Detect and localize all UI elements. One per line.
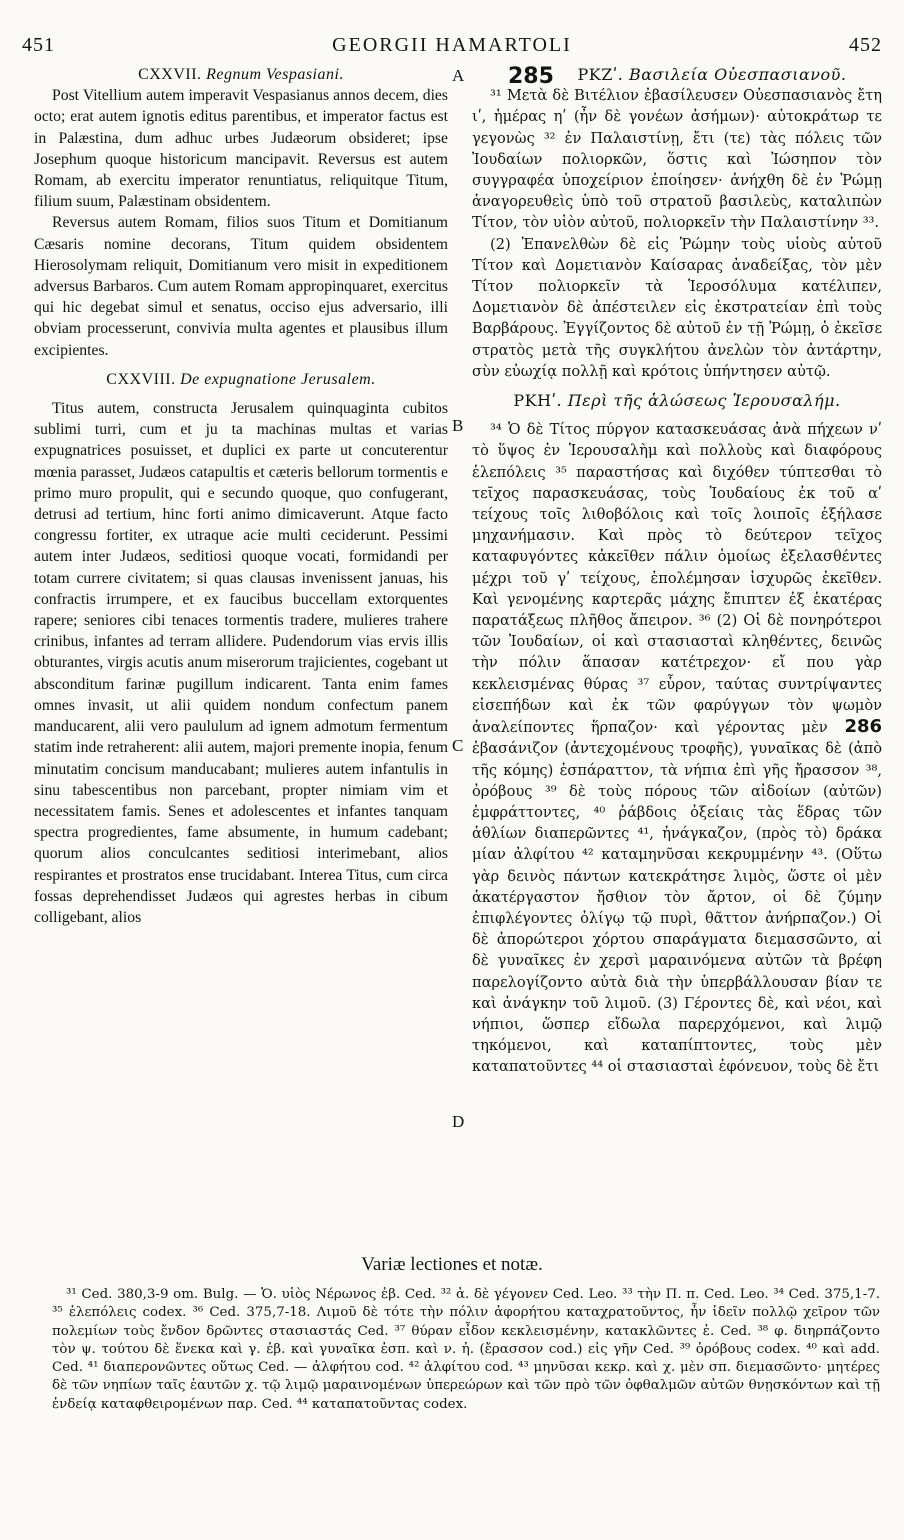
margin-letter-c: C <box>452 736 464 755</box>
latin-chapter-128-heading <box>34 369 448 390</box>
latin-chapter-128-subtitle: De expugnatione Jerusalem. <box>180 370 376 388</box>
greek-column <box>472 64 882 1078</box>
latin-paragraph-1: Post Vitellium autem imperavit Vespasianus annos decem, dies octo; erat autem ignotis editus parentibus, et imperator factus est in Palæstina, dum adhuc urbes Judæorum obsideret; ipse Josephum quoque historicum mancipavit. Reversus est autem Romam, ab exercitu imperator renuntiatus, reliquitque Titum, filium suum, Palæstinam obsidentem. <box>34 87 448 211</box>
variant-notes: ³¹ Ced. 380,3-9 om. Bulg. — Ὁ. υἱὸς Νέρωνος ἐβ. Ced. ³² ἀ. δὲ γέγονεν Ced. Leo. ³³ τὴν Π. π. Ced. Leo. ³⁴ Ced. 375,1-7. ³⁵ ἑλεπόλεις codex. ³⁶ Ced. 375,7-18. Λιμοῦ δὲ τότε τὴν πόλιν ἀφορήτου καταχρατοῦντος, ἦν ἰδεῖν πολλῷ χεῖρον τῶν πολεμίων τοὺς ἔνδον δρῶντες στασιαστάς Ced. ³⁷ θύραν εἶδον κεκλεισμένην, κατακλῶντες ἐ. Ced. ³⁸ φ. διηρπάζοντο τὸν ψ. τούτου δὲ ἕνεκα καὶ γ. ἐβ. καὶ γυναῖκα ἐσπ. καὶ ν. ἠ. (ἔρασσον cod.) εἰς γῆν Ced. ³⁹ ὀρόβους codex. ⁴⁰ καὶ add. Ced. ⁴¹ διαπερονῶντες οὕτως Ced. — ἀλφήτου cod. ⁴² ἀλφίτου cod. ⁴³ μηνῦσαι κεκρ. καὶ χ. μὲν σπ. διεμασῶντο· μητέρες δὲ τῶν νηπίων ταῖς ἑαυτῶν χ. τῷ λιμῷ μαραινομένων ὑπερεώρων καὶ τῶν πρὸ τῶν ὀφθαλμῶν αὐτῶν θνῃσκόντων καὶ τῇ ἐνδείᾳ καταφθειρομένων παρ. Ced. ⁴⁴ καταπατοῦντας codex. <box>52 1287 880 1412</box>
margin-letter-d: D <box>452 1112 465 1131</box>
latin-column <box>34 64 448 928</box>
margin-letter-b: B <box>452 416 464 435</box>
greek-paragraph-3 <box>472 419 882 1077</box>
greek-paragraph-3-part-a: ³⁴ Ὁ δὲ Τίτος πύργον κατασκευάσας ἀνὰ πήχεων νʹ τὸ ὕψος ἐν Ἱερουσαλὴμ καὶ πολλοὺς καὶ διαφόρους ἑλεπόλεις ³⁵ παραστήσας καὶ διχόθεν τύπτεσθαι τὸ τεῖχος παρασκευάσας, τοὺς Ἰουδαίους ἐκ τοῦ αʹ τείχους τοῖς λιθοβόλοις καὶ τοῖς λοιποῖς ἐξήλασε μηχανήμασιν. Καὶ πρὸς τὸ δεύτερον τεῖχος καταφυγόντες κἀκεῖθεν πάλιν ὁμοίως ἐξελασθέντες μέχρι τοῦ γʹ τείχους, ἐπολέμησαν ἰσχυρῶς ἐκεῖθεν. Καὶ γενομένης καρτερᾶς μάχης ἔπιπτεν ἐξ ἑκατέρας παρατάξεως πλῆθος ἄπειρον. ³⁶ (2) Οἱ δὲ πονηρότεροι τῶν Ἰουδαίων, οἱ καὶ στασιασταὶ κληθέντες, δεινῶς τὴν πόλιν ἅπασαν κατέτρεχον· εἴ που γὰρ κεκλεισμένας θύρας ³⁷ εὗρον, ταύτας συντρίψαντες εἰσεπήδων καὶ ἐκ τῶν φαρύγγων τὸν ψωμὸν ἀναλείποντες ἥρπαζον· καὶ γέροντας μὲν <box>472 421 882 737</box>
page-header <box>22 34 882 64</box>
edition-page-number-286: 286 <box>844 716 883 738</box>
greek-paragraph-3-part-b: ἐβασάνιζον (ἀντεχομένους τροφῆς), γυναῖκας δὲ (ἀπὸ τῆς κόμης) ἐσπάραττον, τὰ νήπια ἐπὶ γῆς ἤρασσον ³⁸, ὀρόβους ³⁹ δὲ τοὺς πόρους τῶν αἰδοίων (αὐτῶν) ἐμφράττοντες, ⁴⁰ ῥάβδοις ὀξείαις τὰς ἕδρας τῶν ἀθλίων διαπερῶντες ⁴¹, ἠνάγκαζον, (πρὸς τὸ) δράκα μίαν ἀλφίτου ⁴² καταμηνῦσαι κεκρυμμένην ⁴³. (Οὕτω γὰρ δεινὸς πάντων κατεκράτησε λιμὸς, ὥστε οἱ μὲν ἀκατέργαστον ἤσθιον τὸν ἄρτον, οἱ δὲ ζύμην ἐπιφλέγοντες ὀλίγῳ τῷ πυρὶ, θᾶττον ἀνήρπαζον.) Οἱ δὲ ἀπορώτεροι χόρτου σπαράγματα διεμασσῶντο, αἱ δὲ γυναῖκες ἐν χερσὶ μαραινόμενα αὐτῶν τὰ βρέφη παρελογίζοντο αὐτὰ διὰ τὴν ὑπερβάλλουσαν βίαν τε καὶ ἀνάγκην τοῦ λιμοῦ. (3) Γέροντες δὲ, καὶ νέοι, καὶ νήπιοι, ὥσπερ εἴδωλα παρερχόμενοι, καὶ λιμῷ τηκόμενοι, καὶ καταπίπτοντες, τοὺς μὲν καταπατοῦντες ⁴⁴ οἱ στασιασταὶ ἐφόνευον, τοὺς δὲ ἔτι <box>472 740 882 1076</box>
latin-chapter-128-number: CXXVIII. <box>106 370 176 388</box>
greek-chapter-128-heading <box>472 390 882 411</box>
greek-chapter-127-number: ΡΚΖʹ. <box>577 65 624 84</box>
greek-paragraph-1: ³¹ Μετὰ δὲ Βιτέλιον ἐβασίλευσεν Οὐεσπασιανὸς ἔτη ιʹ, ἡμέρας ηʹ (ἦν δὲ γονέων ἀσήμων)· αὐτοκράτωρ τε γεγονὼς ³² ἐν Παλαιστίνῃ, ἔτι (τε) τὰς πόλεις τῶν Ἰουδαίων πολιορκῶν, ὅστις καὶ Ἰώσηπον τὸν συγγραφέα ὑποχείριον ἐποίησεν· ἀνήχθη δὲ ἐν Ῥώμῃ ἀναγορευθεὶς ὑπὸ τοῦ στρατοῦ βασιλεὺς, καταλιπὼν Τίτον, τὸν υἱὸν αὐτοῦ, πολιορκεῖν τὴν Παλαιστίνην ³³. <box>472 87 882 232</box>
latin-chapter-127-number: CXXVII. <box>138 66 202 83</box>
greek-paragraph-2: (2) Ἐπανελθὼν δὲ εἰς Ῥώμην τοὺς υἱοὺς αὐτοῦ Τίτον καὶ Δομετιανὸν Καίσαρας ἀναδείξας, τὸν μὲν Τίτον πολιορκεῖν τὰ Ἱεροσόλυμα κατέλιπεν, Δομετιανὸν δὲ ἀπέστειλεν εἰς ἐκστρατείαν ἐπὶ τοὺς Βαρβάρους. Ἐγγίζοντος δὲ αὐτοῦ ἐν τῇ Ῥώμῃ, ὁ ἐκεῖσε στρατὸς μετὰ τῆς συγκλήτου ἀνελὼν τὸν ἀντάρτην, σὺν εὐωχίᾳ πολλῇ καὶ κρότοις ὑπήντησεν αὐτῷ. <box>472 235 882 380</box>
latin-chapter-127-subtitle: Regnum Vespasiani. <box>206 66 344 83</box>
margin-letter-a: A <box>452 66 465 85</box>
greek-chapter-128-subtitle: Περὶ τῆς ἁλώσεως Ἱερουσαλήμ. <box>567 391 841 411</box>
running-title: GEORGII HAMARTOLI <box>332 34 572 56</box>
greek-chapter-128-number: ΡΚΗʹ. <box>513 391 563 411</box>
page-number-left: 451 <box>22 34 55 56</box>
notes-heading: Variæ lectiones et notæ. <box>361 1254 543 1275</box>
latin-chapter-127-heading <box>34 64 448 85</box>
latin-paragraph-2: Reversus autem Romam, filios suos Titum et Domitianum Cæsaris nomine decorans, Titum quidem obsidentem Hierosolymam reliquit, Domitianum vero misit in expeditionem adversus Barbaros. Cum autem Romam appropinquaret, exercitus qui hic degebat simul et senatus, occiso ejus adversario, illi obviam processerunt, convivia multa agentes et plausibus illum excipientes. <box>34 214 448 359</box>
greek-chapter-127-subtitle: Βασιλεία Οὐεσπασιανοῦ. <box>628 65 847 84</box>
page-number-right: 452 <box>849 34 882 56</box>
edition-page-number-285: 285 <box>508 64 554 89</box>
latin-paragraph-3: Titus autem, constructa Jerusalem quinquaginta cubitos sublimi turri, cum et ju ta machinas multas et varias expugnatrices posuisset, et duplici ex parte ut concuterentur mœnia parasset, Judæos catapultis et cæteris bellorum tormentis e primo muro propulit, qui e secundo quoque, quo confugerant, detrusi ad tertium, hinc forti animo dimicaverunt. Atque facto congressu fortiter, ex utraque acie multi ceciderunt. Pessimi autem inter Judæos, seditiosi quoque vocati, formidandi per totam currere civitatem; si quas clausas invenissent januas, his confractis irrumpere, et ex faucibus buccellam extorquentes rapere; seniores cibi tenaces tormentis tradere, mulieres trahere crinibus, infantes ad terram allidere. Pudendorum vias ervis illis obturantes, virgis acutis anum miserorum trajicientes, cogebant ut absconditum farinæ pugillum indicarent. Tanta enim fames omnes invasit, ut alii quidem nondum confectum panem manducarent, alii vero paululum ad ignem admotum fermentum statim inde retraherent: alii autem, majori premente inopia, fenum minutatim concisum manducabant; mulieres autem infantulis in sinu tabescentibus non parcebant, propter nimiam vim et necessitatem famis. Senes et adolescentes et infantes tanquam spectra progredientes, fame absumente, in humum cadebant; quorum alios conculcantes seditiosi interimebant, alios respirantes et prostratos ense trucidabant. Interea Titus, cum circa fossas deprehendisset Judæos qui agrestes herbas in cibum colligebant, alios <box>34 400 448 926</box>
